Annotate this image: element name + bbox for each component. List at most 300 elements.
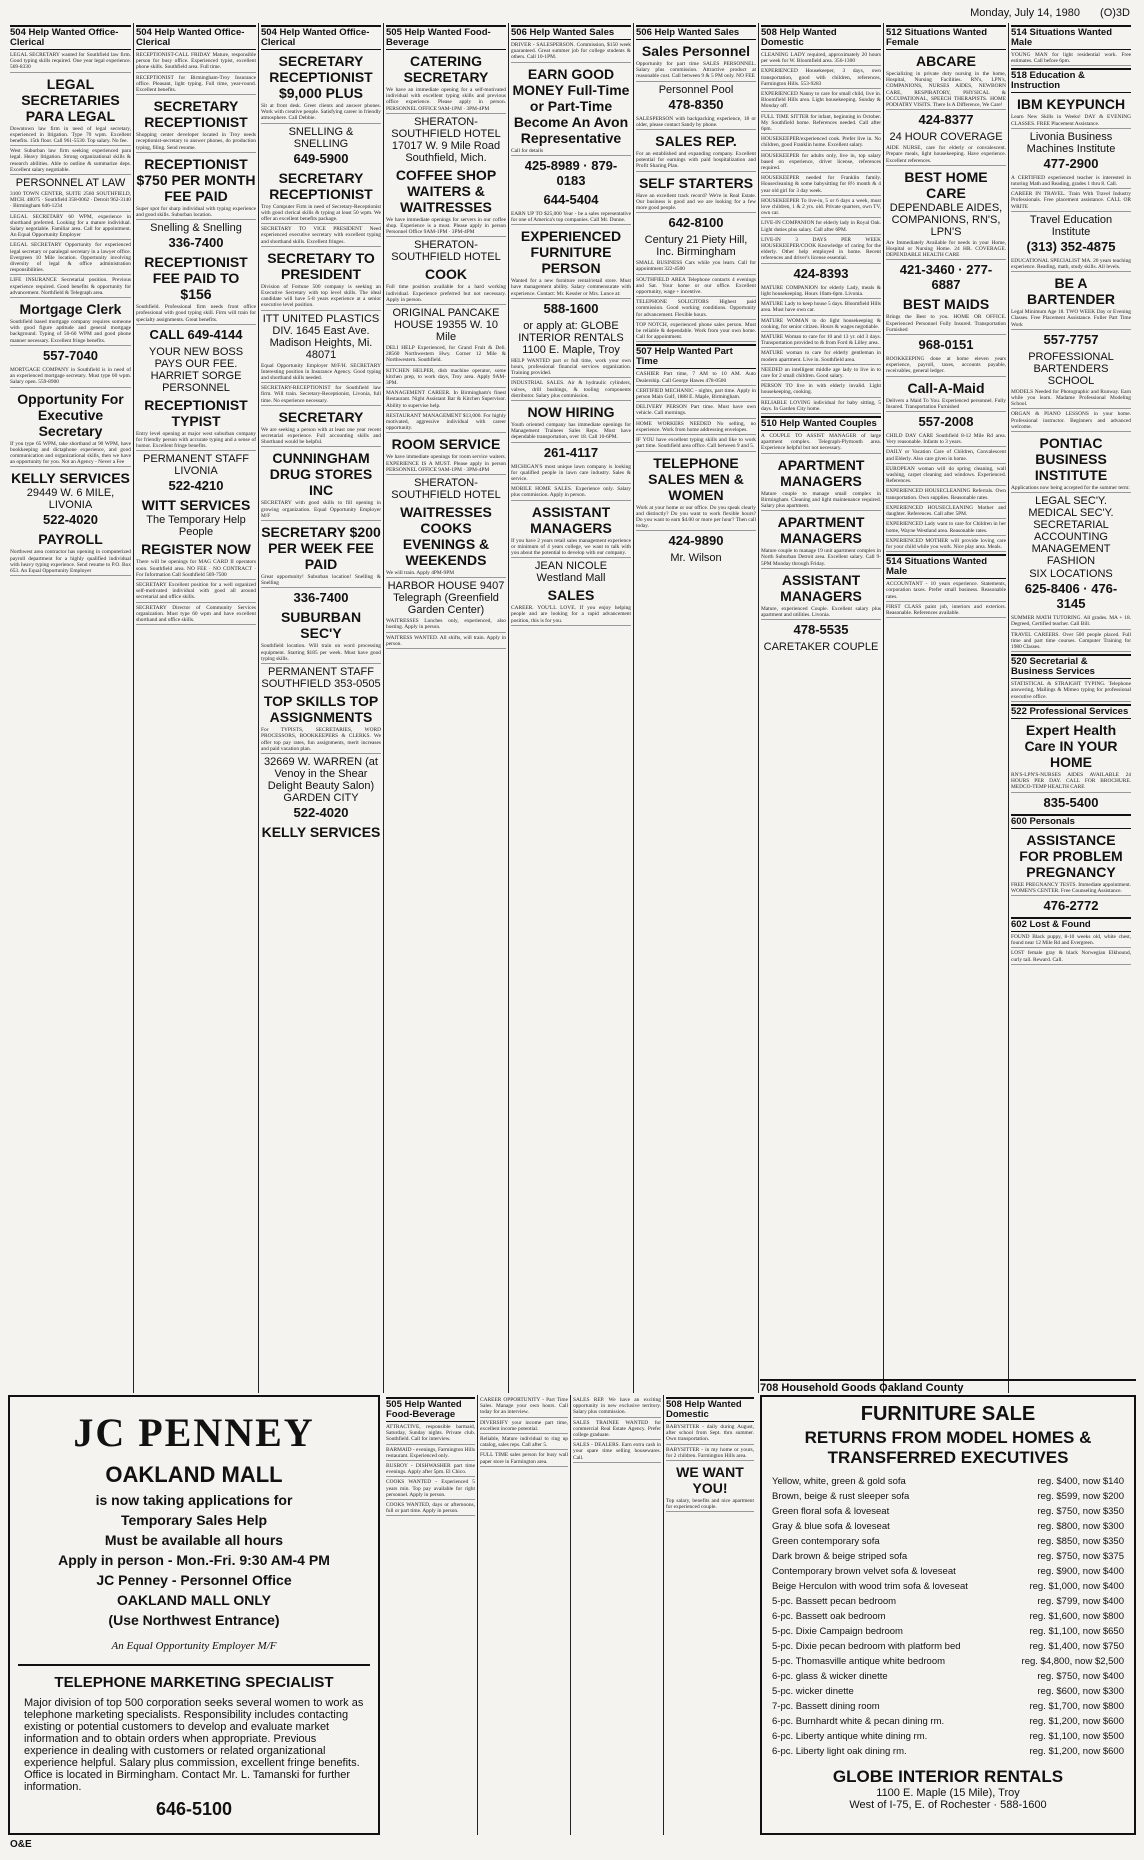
category-heading: 505 Help Wanted Food-Beverage	[386, 1397, 475, 1422]
ad-phone: 522-4210	[168, 478, 224, 494]
ad-text: BUSBOY - DISHWASHER part time evenings. Apply after 5pm. El Chico.	[386, 1463, 475, 1477]
ad-headline: SECRETARY RECEPTIONIST $9,000 PLUS	[269, 53, 373, 101]
ad-text: RN'S-LPN'S-NURSES AIDES AVAILABLE 24 HOURS PER DAY. CALL FOR BROCHURE. MEDCO-TEMP HEALTH CARE	[1011, 772, 1131, 793]
ad-headline: RECEPTIONIST TYPIST	[144, 396, 248, 429]
ad-headline: Expert Health Care IN YOUR HOME	[1024, 721, 1118, 770]
ad-headline: Call-A-Maid	[907, 379, 985, 396]
ad-text: LOST female gray & black Norwegian Elkhound, curly tail. Reward. Call.	[1011, 950, 1131, 964]
furniture-item-list	[762, 1474, 1134, 1759]
jcpenney-location: OAKLAND MALL	[105, 1462, 283, 1487]
ad-text: EXPERIENCED MOTHER will provide loving care for your child while you work. Nice play area. Meals.	[886, 538, 1006, 552]
furniture-item	[762, 1714, 1134, 1729]
category-heading: 506 Help Wanted Sales	[636, 25, 756, 40]
ad-phone: CALL 649-4144	[149, 326, 243, 342]
ad-headline: SECRETARY RECEPTIONIST	[269, 169, 373, 202]
ad-headline: Sales Personnel	[641, 43, 751, 59]
ad-text: TOP NOTCH, experienced phone sales person. Must be reliable & dependable. Work from your own home. Call for appointment.	[636, 322, 756, 343]
newspaper-page	[8, 5, 1136, 1850]
ad-text: WAITRESS WANTED. All shifts, will train. Apply in person.	[386, 635, 506, 649]
classified-column	[663, 1395, 756, 1835]
ad-headline: ASSISTANCE FOR PROBLEM PREGNANCY	[1019, 831, 1123, 880]
furniture-item-name: 5-pc. Thomasville antique white bedroom	[772, 1656, 946, 1667]
ad-text: We will train. Apply 4PM-9PM	[386, 570, 506, 578]
ad-text: CASHIER Part time, 7 AM to 10 AM. Auto Dealership. Call George Hawes 478-0500	[636, 371, 756, 385]
ad-headline: TOP SKILLS TOP ASSIGNMENTS	[263, 693, 379, 726]
ad-text: EXPERIENCED HOUSECLEANING Mother and daughter. References. Call after 5PM.	[886, 505, 1006, 519]
telemarketing-title: TELEPHONE MARKETING SPECIALIST	[18, 1664, 370, 1691]
category-heading: 508 Help Wanted Domestic	[666, 1397, 754, 1422]
jcpenney-eoe: An Equal Opportunity Employer M/F	[111, 1640, 277, 1652]
ad-phone: 625-8406 · 476-3145	[1024, 581, 1118, 612]
furniture-item-name: 6-pc. Liberty light oak dining rm.	[772, 1746, 907, 1757]
classified-column	[384, 1395, 477, 1835]
ad-text: COOKS WANTED - Experienced 5 years min. Top pay available for right personnel. Apply in person.	[386, 1479, 475, 1500]
ad-headline: ASSISTANT MANAGERS	[530, 503, 612, 536]
ad-text: TELEPHONE SOLICITORS Highest paid commission. Good working conditions. Opportunity for advancement. Flexible hours.	[636, 299, 756, 320]
furniture-item-name: 6-pc. Burnhardt white & pecan dining rm.	[772, 1716, 945, 1727]
furniture-item-name: 5-pc. Bassett pecan bedroom	[772, 1596, 897, 1607]
ad-text: HOUSEKEEPER for adults only, live in, top salary based on experience, driver license, references required.	[761, 153, 881, 174]
ad-text: BABYSITTER - in my home or yours, for 2 children. Farmington Hills area.	[666, 1447, 754, 1461]
ad-headline: CUNNINGHAM DRUG STORES INC	[269, 450, 373, 499]
ad-text: We have immediate openings for room service waiters. EXPERIENCE IS A MUST. Please apply in person PERSONNEL OFFICE 9AM-1PM · 3PM-4PM	[386, 454, 506, 475]
ad-text: LIVE-IN COMPANION for elderly lady in Royal Oak. Light duties plus salary. Call after 6PM.	[761, 220, 881, 234]
telemarketing-phone: 646-5100	[155, 1799, 233, 1819]
ad-subline: The Temporary Help People	[146, 514, 246, 539]
ad-text: MODELS Needed for Photographic and Runway. Earn while you learn. Madame Professional Modeling School.	[1011, 389, 1131, 410]
ad-headline: SECRETARY $200 PER WEEK FEE PAID	[261, 524, 381, 573]
page-footer: O&E	[10, 1839, 32, 1850]
ad-text: SECRETARY Director of Community Services organization. Must type 60 wpm and have excellent shorthand and office skills.	[136, 605, 256, 626]
furniture-item-price: reg. $1,000, now $400	[1029, 1581, 1124, 1592]
ad-subline: SIX LOCATIONS	[1029, 568, 1113, 581]
furniture-item-price: reg. $4,800, now $2,500	[1021, 1656, 1124, 1667]
ad-text: CAREER IN TRAVEL. Train With Travel Industry Professionals. Free placement assistance. CALL OR WRITE	[1011, 191, 1131, 212]
ad-text: Entry level opening at major west suburban company for friendly person with accurate typing and a sense of humor. Excellent fringe benefits.	[136, 431, 256, 452]
ad-text: EUROPEAN woman will do spring cleaning, wall washing, carpet cleaning and windows. Experienced. References.	[886, 466, 1006, 487]
ad-subline: HARBOR HOUSE 9407 Telegraph (Greenfield Garden Center)	[387, 580, 505, 617]
furniture-item	[762, 1609, 1134, 1624]
ad-text: A COUPLE TO ASSIST MANAGER of large apartment complex. Telegraph-Plymouth area. Experience helpful but not necessary.	[761, 433, 881, 454]
ad-phone: 478-5535	[793, 622, 849, 638]
classified-column	[8, 23, 133, 1393]
furniture-item-price: reg. $799, now $400	[1037, 1596, 1124, 1607]
ad-subline: JEAN NICOLE Westland Mall	[534, 560, 608, 585]
ad-text: For TYPISTS, SECRETARIES, WORD PROCESSORS, BOOKKEEPERS & CLERKS. We offer top pay rates, fun assignments, merit increases and paid vacation plan.	[261, 727, 381, 754]
classified-column	[758, 23, 883, 1393]
section-label: (O)3D	[1100, 7, 1130, 19]
ad-subline: SHERATON-SOUTHFIELD HOTEL	[391, 477, 501, 502]
masthead	[8, 5, 1136, 21]
ad-text: LIVE-IN 3 DAYS PER WEEK HOUSEKEEPER/COOK Knowledge of caring for the elderly. Other help employed in home. Recent references and driver's license essential.	[761, 237, 881, 264]
ad-text: Sit at front desk. Greet clients and answer phones. Work with creative people. Satisfying career in friendly atmosphere. Call Debbie.	[261, 103, 381, 124]
category-heading: 505 Help Wanted Food-Beverage	[386, 25, 506, 50]
ad-text: KITCHEN HELPER, dish machine operator, some kitchen prep, to work days, Troy area. Apply 9AM-3PM.	[386, 368, 506, 389]
bottom-section	[8, 1382, 1136, 1835]
ad-headline: Opportunity For Executive Secretary	[17, 390, 124, 439]
ad-subline: PROFESSIONAL BARTENDERS SCHOOL	[1028, 350, 1114, 387]
jcpenney-line: (Use Northwest Entrance)	[108, 1612, 280, 1628]
category-heading: 514 Situations Wanted Male	[886, 554, 1006, 579]
ad-headline: COOK	[425, 266, 467, 283]
ad-text: We have immediate openings for servers in our coffee shop. Experience is a must. Please apply in person Personnel Office 9AM-1PM · 3PM-4PM	[386, 217, 506, 238]
ad-text: There will be openings for MAG CARD II operators soon. Southfield area. NO FEE · NO CONTRACT · For Information Call Southfield 569-7500	[136, 559, 256, 580]
ad-text: RELIABLE LOVING individual for baby sitting, 5 days. In Garden City home.	[761, 400, 881, 414]
ad-text: Specializing in private duty nursing in the home, Hospital, Nursing Facilities. RN's, LPN's, COMPANIONS, NURSES AIDES, NEWBORN CARE, RESPIRATORY, PHYSICAL & OCCUPATIONAL, SPEECH THERAPISTS. HOME PODIATRY VISITS. There Is A Difference, We Care!	[886, 71, 1006, 110]
ad-text: RECEPTIONIST-CALL FRIDAY Mature, responsible person for busy office. Experienced typist, excellent phone skills. Southfield area. Full time.	[136, 52, 256, 73]
ad-headline: SALES	[547, 587, 595, 604]
ad-headline: SECRETARY TO PRESIDENT	[267, 249, 375, 282]
ad-phone: 588-1600	[543, 300, 599, 316]
ad-subline: Livonia Business Machines Institute	[1026, 130, 1116, 155]
furniture-item-name: Contemporary brown velvet sofa & loveseat	[772, 1566, 956, 1577]
ad-text: DELI HELP Experienced, for Grand Fruit & Deli. 28560 Northwestern Hwy. Corner 12 Mile & Northwestern. Southfield.	[386, 345, 506, 366]
furniture-item	[762, 1669, 1134, 1684]
ad-subline: 24 HOUR COVERAGE	[889, 131, 1003, 144]
ad-text: BABYSITTER - daily during August, after school from Sept. thru summer. Own transportation.	[666, 1424, 754, 1445]
furniture-title: FURNITURE SALE	[860, 1403, 1036, 1425]
ad-text: Full time position available for a hard working individual. Experience preferred but not necessary. Apply in person.	[386, 284, 506, 305]
ad-text: MATURE WOMAN to do light housekeeping & cooking, for senior citizen. Hours & wages negotiable.	[761, 318, 881, 332]
ad-text: BARMAID - evenings, Farmington Hills restaurant. Experienced only.	[386, 1447, 475, 1461]
ad-text: Reliable, Mature individual to ring up catalog, sales reps. Call after 5.	[480, 1436, 568, 1450]
furniture-item	[762, 1579, 1134, 1594]
furniture-item	[762, 1729, 1134, 1744]
ad-headline: APARTMENT MANAGERS	[777, 456, 865, 489]
ad-text: EXPERIENCED HOUSECLEANING Referrals. Own transportation. Own supplies. Reasonable rates.	[886, 488, 1006, 502]
furniture-item-price: reg. $1,100, now $500	[1029, 1731, 1124, 1742]
ad-text: CERTIFIED MECHANIC - nights, part time. Apply in person Main Gulf, 1888 E. Maple, Birmingham.	[636, 388, 756, 402]
ad-phone: 522-4020	[293, 804, 349, 820]
ad-phone: 477-2900	[1043, 155, 1099, 171]
ad-text: Are Immediately Available for needs in your Home, Hospital or Nursing Home. 24 HR. COVERAGE. DEPENDABLE HEALTH CARE	[886, 240, 1006, 261]
ad-text: TRAVEL CAREERS. Over 500 people placed. Full time and part time courses. Computer Training for 1980 Classes.	[1011, 632, 1131, 653]
ad-text: LIFE INSURANCE Secretarial position. Previous experience required. Good benefits & opportunity for advancement. Northfield & Telegraph area.	[10, 277, 131, 298]
ad-text: LEGAL SECRETARY 60 WPM, experience in shorthand preferred. Looking for a mature individual. Salary negotiable. Familiar area. Call for appointment. An Equal Opportunity Employer	[10, 214, 131, 241]
ad-text: If you type 65 WPM, take shorthand at 90 WPM, have bookkeeping and dictaphone experience, and good communication and organizational skills, then we have an opportunity for you. Not an Agency - Never a Fee	[10, 441, 131, 468]
ad-text: Youth oriented company has immediate openings for Management Trainees Sales Reps. Must have dependable transportation, over 18. Call 10-6PM.	[511, 422, 631, 443]
ad-phone: 649-5900	[293, 150, 349, 166]
bottom-classified-columns	[384, 1395, 756, 1835]
ad-subline: Travel Education Institute	[1029, 213, 1113, 238]
ad-text: SECRETARY with good skills to fill opening in growing organization. Equal Opportunity Employer M/F	[261, 500, 381, 521]
ad-phone: 557-2008	[918, 414, 974, 430]
ad-headline: REGISTER NOW	[141, 541, 251, 558]
ad-text: FIRST CLASS paint job, interiors and exteriors. Reasonable. References available.	[886, 604, 1006, 618]
ad-text: CLEANING LADY required, approximately 20 hours per week for W. Bloomfield area. 356-1300	[761, 52, 881, 66]
furniture-item	[762, 1699, 1134, 1714]
ad-text: INDUSTRIAL SALES. Air & hydraulic cylinders, valves, drill bushings, & tooling components distributor. Salary plus commission.	[511, 380, 631, 401]
furniture-item-name: 5-pc. wicker dinette	[772, 1686, 854, 1697]
ad-text: DAILY or Vacation Care of Children, Convalescent and Elderly. Also care given in home.	[886, 449, 1006, 463]
furniture-item-name: Green contemporary sofa	[772, 1536, 880, 1547]
ad-subline: SHERATON-SOUTHFIELD HOTEL	[391, 239, 501, 264]
ad-text: Call for details	[511, 148, 631, 156]
furniture-item-name: Brown, beige & rust sleeper sofa	[772, 1491, 910, 1502]
furniture-item-name: 6-pc. Liberty antique white dining rm.	[772, 1731, 928, 1742]
classified-column	[570, 1395, 663, 1835]
ad-text: Mature, experienced Couple. Excellent salary plus apartment and utilities. Livonia.	[761, 606, 881, 620]
furniture-item-name: 5-pc. Dixie Campaign bedroom	[772, 1626, 903, 1637]
ad-text: DIVERSIFY your income part time, excellent income potential.	[480, 1420, 568, 1434]
ad-phone: 424-8393	[793, 265, 849, 281]
ad-text: IF YOU have excellent typing skills and like to work part time. Southfield area office. Call between 9 and 5.	[636, 437, 756, 451]
furniture-item-price: reg. $750, now $400	[1037, 1671, 1124, 1682]
ad-phone: 425-8989 · 879-0183	[524, 157, 618, 188]
ad-headline: WE WANT YOU!	[676, 1464, 744, 1497]
ad-text: Division of Fortune 500 company is seeking an Executive Secretary with top level skills. The ideal candidate will have 5-8 years experience at a senior executive level position.	[261, 284, 381, 311]
furniture-item-price: reg. $1,600, now $800	[1029, 1611, 1124, 1622]
ad-text: Southfield based mortgage company requires someone with good figure aptitude and general mortgage background. Typing of 50-60 WPM and good phone manner necessary. Excellent fringe benefits.	[10, 319, 131, 346]
ad-text: LEGAL SECRETARY Opportunity for experienced legal secretary or paralegal secretary in a lawyer office. Evergreen 10 Mile location. Opportunity involving diversity of legal & office administration responsibilities.	[10, 242, 131, 275]
ad-text: STATISTICAL & STRAIGHT TYPING. Telephone answering, Mailings & Mimeo typing for professional executive office.	[1011, 681, 1131, 702]
ad-text: EXPERIENCED Lady want to care for Children in her home, Wayne Westland area. Reasonable rates.	[886, 521, 1006, 535]
ad-text: EARN UP TO $25,000 Year - be a sales representative for one of America's top companies. Call Mr. Dunne.	[511, 211, 631, 225]
ad-text: HOUSEKEEPER/experienced cook. Prefer live in. No children, good Franklin home. Excellent salary.	[761, 136, 881, 150]
ad-text: 3100 TOWN CENTER, SUITE 2560 SOUTHFIELD, MICH. 48075 · Southfield 358-0062 · Detroit 962-3140 · Birmingham 646-1234	[10, 191, 131, 212]
ad-text: DRIVER - SALESPERSON. Commission, $150 week guaranteed. Great summer job for college students & others. Call 10-1PM.	[511, 42, 631, 63]
ad-headline: CATERING SECRETARY	[403, 53, 489, 85]
ad-text: DELIVERY PERSON Part time. Must have own vehicle. Call mornings.	[636, 404, 756, 418]
ad-text: EDUCATIONAL SPECIALIST MA. 20 years teaching experience. Reading, math, study skills. All levels.	[1011, 258, 1131, 272]
jcpenney-ad	[8, 1395, 380, 1835]
furniture-item-price: reg. $1,200, now $600	[1029, 1716, 1124, 1727]
classified-column	[133, 23, 258, 1393]
ad-subline: SHERATON-SOUTHFIELD HOTEL 17017 W. 9 Mile Road Southfield, Mich.	[391, 115, 501, 164]
ad-text: ATTRACTIVE, responsible barmaid, Saturday, Sunday nights. Private club. Southfield. Call for interview.	[386, 1424, 475, 1445]
ad-phone: 424-9890	[668, 533, 724, 549]
ad-subline: Snelling & Snelling	[150, 222, 242, 235]
ad-headline: BE A BARTENDER	[1027, 275, 1115, 308]
ad-text: NEEDED an intelligent middle age lady to live in to care for 2 small children. Good salary.	[761, 367, 881, 381]
furniture-item-price: reg. $1,100, now $650	[1029, 1626, 1124, 1637]
ad-text: EXPERIENCED Housekeeper, 3 days, own transportation, good with children, references, Farmington Hills. 553-9283	[761, 68, 881, 89]
ad-text: West Suburban law firm seeking experienced para legal. Heavy litigation. Strong organizational skills & research abilities. Able to outline & summarize deps. Excellent salary negotiable.	[10, 148, 131, 175]
ad-text: Troy Computer Firm in need of Secretary-Receptionist with good clerical skills & typing at least 50 wpm. We offer an excellent benefits package.	[261, 204, 381, 225]
ad-headline: BEST HOME CARE	[904, 168, 988, 201]
ad-subline: Century 21 Piety Hill, Inc. Birmingham	[644, 234, 748, 259]
furniture-item	[762, 1744, 1134, 1759]
ad-text: FREE PREGNANCY TESTS. Immediate appointment. WOMEN'S CENTER. Free Counseling Assistance.	[1011, 882, 1131, 896]
ad-text: For an established and expanding company. Excellent potential for earnings with paid hospitalization and Profit Sharing Plan.	[636, 151, 756, 172]
household-heading: 708 Household Goods Oakland County	[760, 1379, 1136, 1394]
category-heading: 518 Education & Instruction	[1011, 68, 1131, 93]
furniture-item-price: reg. $400, now $140	[1037, 1476, 1124, 1487]
category-heading: 512 Situations Wanted Female	[886, 25, 1006, 50]
ad-text: Delivers a Maid To You. Experienced personnel. Fully Insured. Transportation Furnished	[886, 398, 1006, 412]
ad-headline: WAITRESSES COOKS EVENINGS & WEEKENDS	[400, 504, 492, 569]
furniture-item	[762, 1549, 1134, 1564]
ad-text: We are seeking a person with at least one year recent secretarial experience. Full accounting skills and Shorthand would be helpful.	[261, 427, 381, 448]
classified-column	[383, 23, 508, 1393]
ad-phone: (313) 352-4875	[1026, 238, 1116, 254]
classified-columns	[8, 23, 1136, 1393]
classified-column	[477, 1395, 570, 1835]
ad-headline: ASSISTANT MANAGERS	[780, 571, 862, 604]
ad-subline: or apply at: GLOBE INTERIOR RENTALS 1100 E. Maple, Troy	[518, 319, 624, 356]
ad-text: Mature couple to manage small complex in Birmingham. Cleaning and light maintenance required. Salary plus apartment.	[761, 491, 881, 512]
furniture-item	[762, 1624, 1134, 1639]
furniture-item	[762, 1594, 1134, 1609]
ad-text: SALES REP. We have an exciting opportunity in new exclusive territory. Salary plus commission.	[573, 1397, 661, 1418]
ad-text: MORTGAGE COMPANY in Southfield is in need of an experienced mortgage secretary. Must type 60 wpm. Salary open. 559-8900	[10, 367, 131, 388]
ad-text: FOUND Black puppy, 8-10 weeks old, white chest, found near 12 Mile Rd and Evergreen.	[1011, 934, 1131, 948]
ad-text: SOUTHFIELD AREA Telephone contacts 4 evenings and Sat. Your home or our office. Excellent opportunity, wage + incentive.	[636, 277, 756, 298]
issue-date: Monday, July 14, 1980	[970, 7, 1080, 19]
ad-text: Great opportunity! Suburban location! Snelling & Snelling	[261, 574, 381, 588]
ad-text: Wanted for a new furniture rental/retail store. Must have management ability. Salary commensurate with experience. Contact: Mr. Kessler or Mrs. Lunce at:	[511, 278, 631, 299]
furniture-item-name: 5-pc. Dixie pecan bedroom with platform bed	[772, 1641, 961, 1652]
ad-text: BOOKKEEPING done at home eleven years experience, payroll, taxes, accounts payable, receivables, general ledger.	[886, 356, 1006, 377]
ad-headline: WITT SERVICES	[141, 497, 251, 514]
furniture-item	[762, 1684, 1134, 1699]
ad-headline: PONTIAC BUSINESS INSTITUTE	[1034, 435, 1108, 484]
ad-phone: 644-5404	[543, 191, 599, 207]
furniture-item	[762, 1639, 1134, 1654]
ad-text: EXPERIENCED Nanny to care for small child, live in. Bloomfield Hills area. Light housekeeping. Sunday & Monday off.	[761, 91, 881, 112]
ad-text: Applications now being accepted for the summer term:	[1011, 485, 1131, 493]
ad-text: MATURE woman to care for elderly gentleman in modern apartment. Live in. Southfield area.	[761, 350, 881, 364]
furniture-sale-ad	[760, 1395, 1136, 1835]
ad-headline: Mortgage Clerk	[19, 301, 122, 318]
furniture-item-name: Beige Herculon with wood trim sofa & loveseat	[772, 1581, 968, 1592]
ad-text: MOBILE HOME SALES. Experience only. Salary plus commission. Apply in person.	[511, 486, 631, 500]
ad-text: Top salary, benefits and nice apartment for experienced couple.	[666, 1498, 754, 1512]
ad-subline: Personnel Pool	[658, 83, 734, 96]
jcpenney-line: Apply in person - Mon.-Fri. 9:30 AM-4 PM	[58, 1552, 330, 1568]
furniture-item-price: reg. $850, now $350	[1037, 1536, 1124, 1547]
ad-subline: SNELLING & SNELLING	[288, 125, 354, 150]
ad-headline: COFFEE SHOP WAITERS & WAITRESSES	[395, 166, 497, 215]
category-heading: 522 Professional Services	[1011, 704, 1131, 719]
category-heading: 520 Secretarial & Business Services	[1011, 654, 1131, 679]
ad-headline: NOW HIRING	[527, 404, 615, 421]
ad-text: RECEPTIONIST for Birmingham-Troy Insurance office. Pleasant, light typing. Full time, year-round. Excellent benefits.	[136, 75, 256, 96]
furniture-item-price: reg. $1,700, now $800	[1029, 1701, 1124, 1712]
ad-phone: 336-7400	[168, 235, 224, 251]
furniture-item-name: 6-pc. Bassett oak bedroom	[772, 1611, 886, 1622]
ad-text: SUMMER MATH TUTORING. All grades. MA + 18. Degreed, Certified teacher. Call Bill.	[1011, 615, 1131, 629]
furniture-item	[762, 1489, 1134, 1504]
ad-text: LEGAL SECRETARY wanted for Southfield law firm. Good typing skills required. One year legal experience. 569-8330	[10, 52, 131, 73]
ad-text: Brings the Best to you. HOME OR OFFICE. Experienced Personnel Fully Insured. Transportation Furnished	[886, 314, 1006, 335]
globe-company: GLOBE INTERIOR RENTALS	[832, 1767, 1064, 1786]
category-heading: 508 Help Wanted Domestic	[761, 25, 881, 50]
globe-address: 1100 E. Maple (15 Mile), Troy	[876, 1787, 1020, 1799]
ad-text: We have an immediate opening for a self-motivated individual with excellent typing skills and previous office experience. Please apply in person. PERSONNEL OFFICE 9AM-1PM · 3PM-4PM	[386, 87, 506, 114]
ad-phone: 261-4117	[543, 444, 599, 460]
ad-headline: SECRETARY RECEPTIONIST	[144, 98, 248, 131]
furniture-item	[762, 1534, 1134, 1549]
category-heading: 507 Help Wanted Part Time	[636, 344, 756, 369]
furniture-item-name: Yellow, white, green & gold sofa	[772, 1476, 906, 1487]
ad-text: MATURE COMPANION for elderly Lady, meals & light housekeeping. Hours 10am-6pm. Livonia.	[761, 285, 881, 299]
ad-text: Legal Minimum Age 18. TWO WEEK Day or Evening Classes. Free Placement Assistance. Fuller Part Time Work	[1011, 309, 1131, 330]
category-heading: 510 Help Wanted Couples	[761, 416, 881, 431]
ad-text: Super spot for sharp individual with typing experience and good skills. Suburban location.	[136, 206, 256, 220]
ad-text: MATURE Woman to care for 10 and 13 yr. old 3 days. Transportation provided to & from Ford & Lilley area.	[761, 334, 881, 348]
ad-headline: KELLY SERVICES	[261, 823, 381, 840]
ad-text: MICHIGAN'S most unique lawn company is looking for qualified people in lawn care industry. Sales & service.	[511, 464, 631, 485]
ad-headline: SELF STARTERS	[638, 174, 754, 191]
ad-phone: 478-8350	[668, 96, 724, 112]
ad-text: COOKS WANTED, days or afternoons, full or part time. Apply in person.	[386, 1502, 475, 1516]
ad-headline: SUBURBAN SEC'Y	[280, 609, 362, 642]
ad-subline: PERMANENT STAFF LIVONIA	[143, 453, 249, 478]
ad-phone: 642-8100	[668, 215, 724, 231]
ad-phone: 421-3460 · 277-6887	[899, 262, 993, 293]
ad-text: ACCOUNTANT - 10 years experience. Statements, corporation taxes. Prefer small business. Reasonable rates.	[886, 581, 1006, 602]
ad-headline: EXPERIENCED FURNITURE PERSON	[520, 228, 622, 277]
jcpenney-line: Temporary Sales Help	[120, 1512, 268, 1528]
ad-text: SMALL BUSINESS Cars while you learn. Call for appointment 322-4500	[636, 260, 756, 274]
ad-headline: TELEPHONE SALES MEN & WOMEN	[648, 454, 744, 503]
classified-column	[508, 23, 633, 1393]
ad-text: MATURE Lady to keep house 5 days. Bloomfield Hills area. Must have own car.	[761, 301, 881, 315]
ad-subline: 32669 W. WARREN (at Venoy in the Shear Delight Beauty Salon) GARDEN CITY	[264, 755, 378, 804]
ad-text: If you have 2 years retail sales management experience or minimum of 4 years college, we want to talk with you about the potential to develop with our company.	[511, 538, 631, 559]
ad-text: AIDE NURSE, care for elderly or convalescent. Prepare meals, light housekeeping. Have experience. Excellent references.	[886, 145, 1006, 166]
ad-subline: DEPENDABLE AIDES, COMPANIONS, RN'S, LPN'S	[889, 201, 1003, 238]
ad-headline: RECEPTIONIST $750 PER MONTH FEE PAID	[136, 155, 256, 204]
ad-text: A CERTIFIED experienced teacher is interested in tutoring Math and Reading, grades 1 thru 8. Call.	[1011, 175, 1131, 189]
ad-text: Downtown law firm in need of legal secretary, experienced in litigation. Type 70 wpm. Excellent benefits. 15th floor. Call 961-5530. Top salary. No fee.	[10, 126, 131, 147]
category-heading: 504 Help Wanted Office-Clerical	[10, 25, 131, 50]
ad-text: CAREER OPPORTUNITY - Part Time Sales. Manage your own hours. Call today for an interview.	[480, 1397, 568, 1418]
ad-text: Have an excellent track record? We're in Real Estate. Our business is good and we are looking for a few more good people.	[636, 193, 756, 214]
ad-subline: PERMANENT STAFF SOUTHFIELD 353-0505	[261, 666, 381, 691]
furniture-item-price: reg. $750, now $350	[1037, 1506, 1124, 1517]
ad-text: SALESPERSON with backpacking experience, 18 or older, please contact Sandy by phone.	[636, 116, 756, 130]
ad-subline: ORIGINAL PANCAKE HOUSE 19355 W. 10 Mile	[392, 307, 500, 344]
ad-text: SECRETARY TO VICE PRESIDENT Need experienced executive secretary with excellent typing and shorthand skills. Excellent fringes.	[261, 226, 381, 247]
ad-headline: ROOM SERVICE	[391, 436, 501, 453]
ad-phone: 557-7040	[43, 347, 98, 363]
ad-text: Learn New Skills in Weeks! DAY & EVENING CLASSES. FREE Placement Assistance.	[1011, 114, 1131, 128]
ad-phone: 424-8377	[918, 112, 974, 128]
furniture-item-price: reg. $1,200, now $600	[1029, 1746, 1124, 1757]
furniture-item-price: reg. $800, now $300	[1037, 1521, 1124, 1532]
ad-subline: PERSONNEL AT LAW	[15, 177, 126, 190]
ad-subline: YOUR NEW BOSS PAYS OUR FEE. HARRIET SORGE PERSONNEL	[148, 345, 244, 394]
ad-text: Northwest area contractor has opening in computerized payroll department for a highly qualified individual with heavy typing experience. Send resume to P.O. Box 653. An Equal Opportunity Employer	[10, 549, 131, 576]
ad-text: FULL TIME SITTER for infant, beginning in October. My Southfield home. References needed. Call after 6pm.	[761, 114, 881, 135]
furniture-item-price: reg. $750, now $375	[1037, 1551, 1124, 1562]
classified-column	[633, 23, 758, 1393]
ad-text: SECRETARY Excellent position for a well organized self-motivated individual with good all around secretarial and office skills.	[136, 582, 256, 603]
ad-text: Work at your home or our office. Do you speak clearly and distinctly? Do you want to work flexible hours? Do you want to earn $4.00 or more per hour? Then call today.	[636, 505, 756, 532]
jcpenney-line: OAKLAND MALL ONLY	[117, 1592, 271, 1608]
furniture-item	[762, 1564, 1134, 1579]
category-heading: 504 Help Wanted Office-Clerical	[136, 25, 256, 50]
ad-phone: 336-7400	[293, 590, 349, 606]
ad-headline: RECEPTIONIST FEE PAID TO $156	[144, 254, 248, 303]
jcpenney-line: JC Penney - Personnel Office	[96, 1572, 292, 1588]
ad-headline: SECRETARY	[278, 408, 364, 425]
ad-text: HOME WORKERS NEEDED No selling, no experience. Work from home addressing envelopes.	[636, 421, 756, 435]
category-heading: 504 Help Wanted Office-Clerical	[261, 25, 381, 50]
ad-text: MANAGEMENT CAREER. In Birmingham's finest Restaurant. Night Assistant Bar & Kitchen Supervisor. Ability to supervise help.	[386, 390, 506, 411]
ad-phone: 557-7757	[1043, 331, 1099, 347]
ad-subline: 29449 W. 6 MILE, LIVONIA	[26, 487, 115, 512]
ad-headline: SALES REP.	[655, 133, 737, 150]
ad-text: FULL TIME sales person for busy wall paper store in Farmington area.	[480, 1452, 568, 1466]
furniture-item	[762, 1519, 1134, 1534]
ad-subline: LEGAL SEC'Y. MEDICAL SEC'Y. SECRETARIAL ACCOUNTING MANAGEMENT FASHION	[1028, 495, 1114, 568]
classified-column	[258, 23, 383, 1393]
furniture-item-name: 6-pc. glass & wicker dinette	[772, 1671, 888, 1682]
category-heading: 506 Help Wanted Sales	[511, 25, 631, 40]
